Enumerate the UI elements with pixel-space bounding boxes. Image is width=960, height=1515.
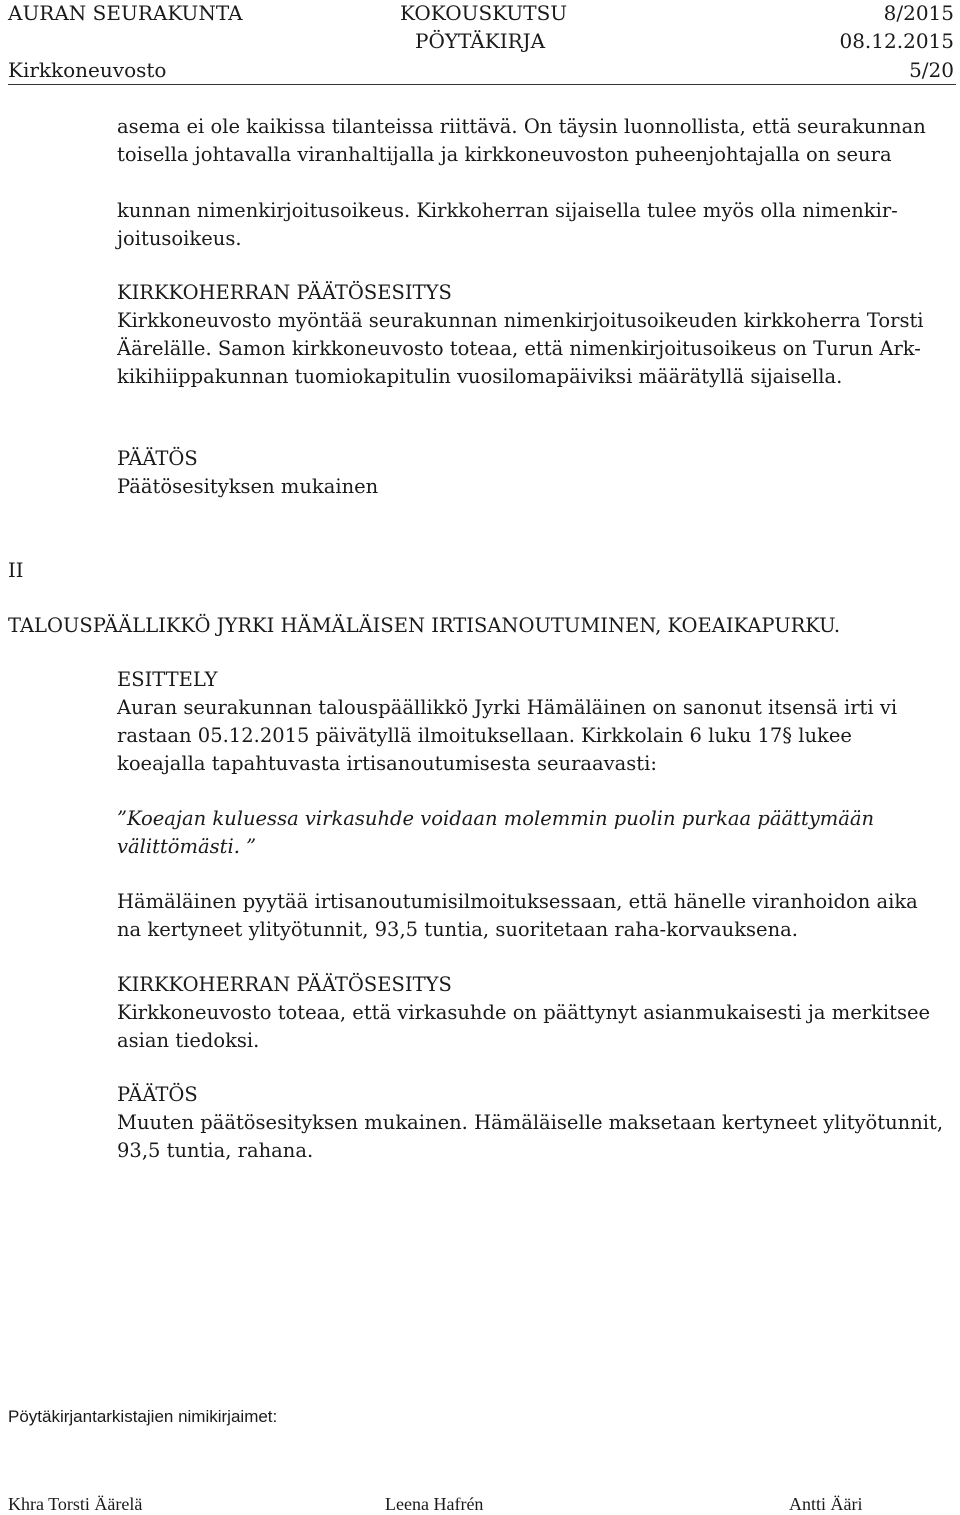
meeting-number: 8/2015 (883, 1, 954, 25)
signer-1: Khra Torsti Äärelä (8, 1494, 143, 1514)
doc-type-kokouskutsu: KOKOUSKUTSU (400, 1, 568, 25)
body-name: Kirkkoneuvosto (8, 58, 167, 82)
text-line: koeajalla tapahtuvasta irtisanoutumisesta seuraavasti: (117, 752, 657, 775)
text-line: 93,5 tuntia, rahana. (117, 1139, 314, 1162)
signer-2: Leena Hafrén (385, 1494, 484, 1514)
proposal-2 (117, 971, 930, 1055)
text-line: toisella johtavalla viranhaltijalla ja kirkkoneuvoston puheenjohtajalla on seura (117, 143, 892, 166)
presentation-heading: ESITTELY (117, 668, 218, 691)
text-line: rastaan 05.12.2015 päivätyllä ilmoituksellaan. Kirkkolain 6 luku 17§ lukee (117, 724, 852, 747)
decision-2-heading: PÄÄTÖS (117, 1083, 198, 1106)
text-line: Muuten päätösesityksen mukainen. Hämäläiselle maksetaan kertyneet ylityötunnit, (117, 1111, 944, 1134)
header-divider (8, 84, 956, 85)
proposal-2-heading: KIRKKOHERRAN PÄÄTÖSESITYS (117, 973, 452, 996)
org-name: AURAN SEURAKUNTA (8, 1, 243, 25)
text-line: kikihiippakunnan tuomiokapitulin vuosilomapäiviksi määrätyllä sijaisella. (117, 365, 843, 388)
text-line: ”Koeajan kuluessa virkasuhde voidaan molemmin puolin purkaa päättymään (117, 807, 875, 830)
section-number: II (8, 559, 24, 582)
request-paragraph (117, 888, 918, 944)
presentation (117, 666, 897, 778)
paragraph-2 (117, 197, 898, 253)
text-line: joitusoikeus. (117, 227, 242, 250)
text-line: asian tiedoksi. (117, 1029, 260, 1052)
meeting-date: 08.12.2015 (839, 29, 954, 53)
signer-3: Antti Ääri (789, 1494, 863, 1514)
text-line: Hämäläinen pyytää irtisanoutumisilmoituksessaan, että hänelle viranhoidon aika (117, 890, 918, 913)
text-line: välittömästi. ” (117, 835, 257, 858)
text-line: Auran seurakunnan talouspäällikkö Jyrki Hämäläinen on sanonut itsensä irti vi (117, 696, 898, 719)
law-quote (117, 805, 874, 861)
text-line: Kirkkoneuvosto myöntää seurakunnan nimenkirjoitusoikeuden kirkkoherra Torsti (117, 309, 924, 332)
decision-2 (117, 1081, 943, 1165)
text-line: Äärelälle. Samon kirkkoneuvosto toteaa, että nimenkirjoitusoikeus on Turun Ark- (117, 337, 921, 360)
section-title: TALOUSPÄÄLLIKKÖ JYRKI HÄMÄLÄISEN IRTISANOUTUMINEN, KOEAIKAPURKU. (8, 614, 841, 637)
decision-1-heading: PÄÄTÖS (117, 447, 198, 470)
initials-label: Pöytäkirjantarkistajien nimikirjaimet: (8, 1407, 278, 1426)
text-line: na kertyneet ylityötunnit, 93,5 tuntia, suoritetaan raha-korvauksena. (117, 918, 798, 941)
paragraph-1 (117, 113, 926, 169)
proposal-1 (117, 279, 924, 391)
page-number: 5/20 (909, 58, 954, 82)
decision-1 (117, 445, 378, 501)
text-line: Kirkkoneuvosto toteaa, että virkasuhde on päättynyt asianmukaisesti ja merkitsee (117, 1001, 931, 1024)
doc-type-poytakirja: PÖYTÄKIRJA (415, 29, 546, 53)
proposal-1-heading: KIRKKOHERRAN PÄÄTÖSESITYS (117, 281, 452, 304)
text-line: kunnan nimenkirjoitusoikeus. Kirkkoherran sijaisella tulee myös olla nimenkir- (117, 199, 898, 222)
decision-1-text: Päätösesityksen mukainen (117, 475, 379, 498)
text-line: asema ei ole kaikissa tilanteissa riittävä. On täysin luonnollista, että seurakunnan (117, 115, 926, 138)
